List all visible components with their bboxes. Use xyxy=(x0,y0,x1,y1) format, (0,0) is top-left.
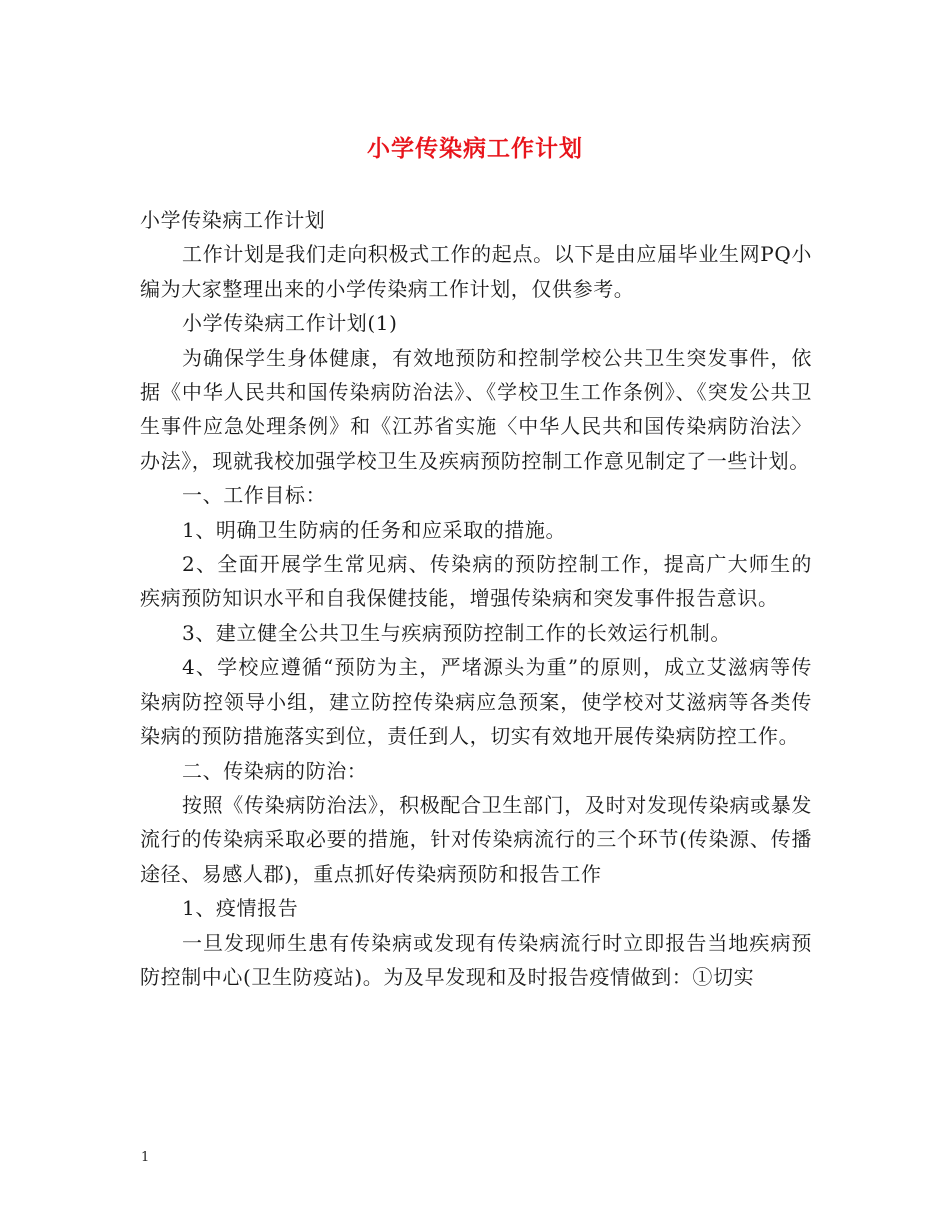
body-paragraph: 一旦发现师生患有传染病或发现有传染病流行时立即报告当地疾病预防控制中心(卫生防疫站)。为及早发现和及时报告疫情做到：①切实 xyxy=(140,930,812,989)
body-paragraph: 小学传染病工作计划 xyxy=(140,208,326,232)
body-paragraph: 3、建立健全公共卫生与疾病预防控制工作的长效运行机制。 xyxy=(182,620,731,645)
body-paragraph: 4、学校应遵循“预防为主，严堵源头为重”的原则，成立艾滋病等传染病防控领导小组，建立防控传染病应急预案，使学校对艾滋病等各类传染病的预防措施落实到位，责任到人，切实有效地开展传染病防控工作。 xyxy=(140,655,812,749)
document-body xyxy=(140,203,812,994)
body-paragraph: 1、明确卫生防病的任务和应采取的措施。 xyxy=(182,517,567,542)
body-paragraph: 按照《传染病防治法》，积极配合卫生部门，及时对发现传染病或暴发流行的传染病采取必要的措施，针对传染病流行的三个环节(传染源、传播途径、易感人郡)，重点抓好传染病预防和报告工作 xyxy=(140,792,812,886)
body-paragraph: 二、传染病的防治： xyxy=(182,758,368,783)
document-title: 小学传染病工作计划 xyxy=(367,135,583,162)
body-paragraph: 2、全面开展学生常见病、传染病的预防控制工作，提高广大师生的疾病预防知识水平和自我保健技能，增强传染病和突发事件报告意识。 xyxy=(140,552,812,611)
body-paragraph: 为确保学生身体健康，有效地预防和控制学校公共卫生突发事件，依据《中华人民共和国传染病防治法》、《学校卫生工作条例》、《突发公共卫生事件应急处理条例》和《江苏省实施〈中华人民共和国传染病防治法〉办法》，现就我校加强学校卫生及疾病预防控制工作意见制定了一些计划。 xyxy=(140,345,812,473)
body-paragraph: 1、疫情报告 xyxy=(182,896,299,921)
page-number: 1 xyxy=(141,1150,150,1165)
body-paragraph: 小学传染病工作计划(1) xyxy=(182,311,398,336)
body-paragraph: 工作计划是我们走向积极式工作的起点。以下是由应届毕业生网PQ小编为大家整理出来的小学传染病工作计划，仅供参考。 xyxy=(140,242,812,301)
body-paragraph: 一、工作目标： xyxy=(182,483,327,508)
